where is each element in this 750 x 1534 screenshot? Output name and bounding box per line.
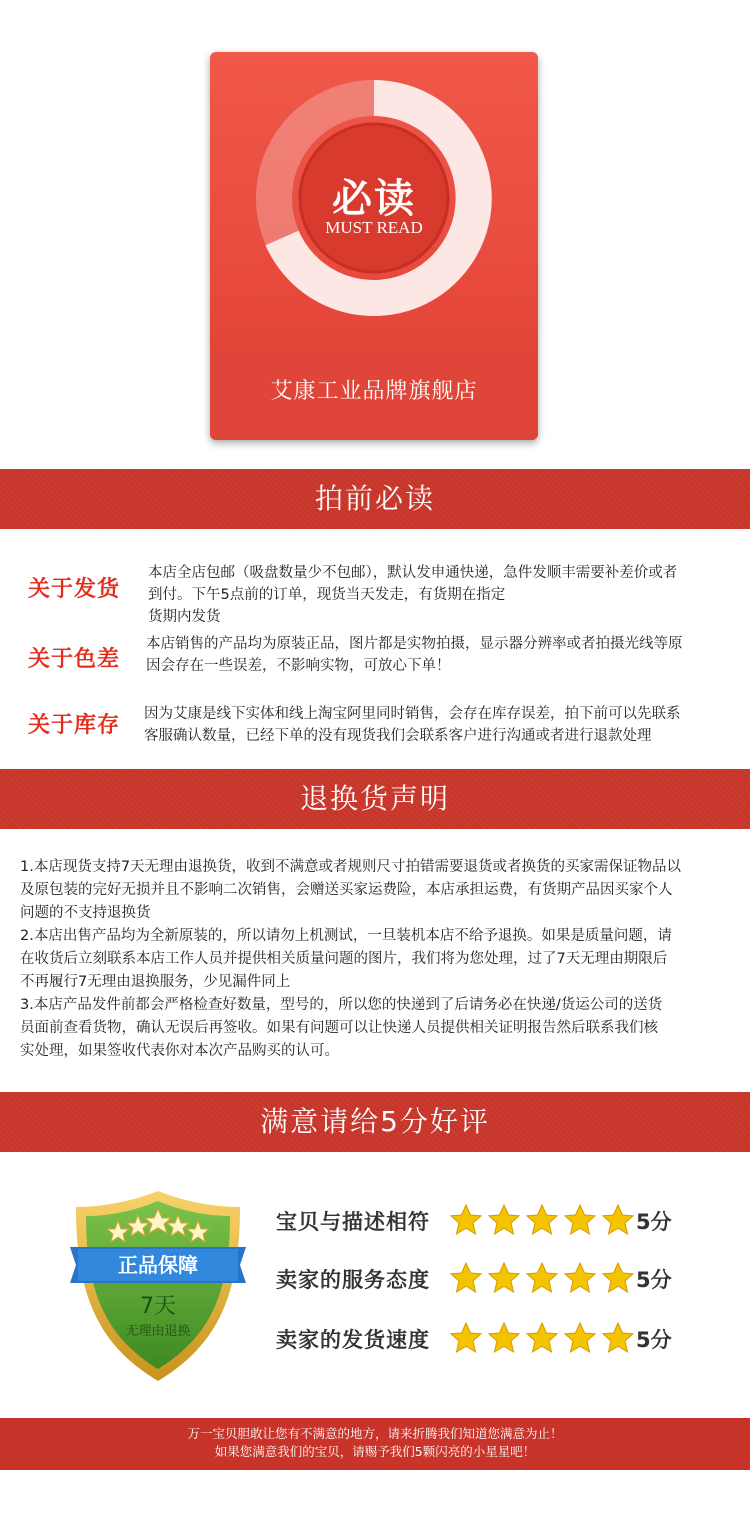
note-label-stock: 关于库存	[28, 713, 121, 738]
rating-score: 5分	[636, 1268, 672, 1292]
rating-stars	[450, 1322, 634, 1354]
note-line: 客服确认数量，已经下单的没有现货我们会联系客户进行沟通或者进行退款处理	[144, 728, 652, 744]
policy-line: 在收货后立刻联系本店工作人员并提供相关质量问题的图片，我们将为您处理，过了7天无理由期限后	[20, 951, 668, 967]
must-read-title: 必读	[332, 176, 416, 222]
must-read-subtitle: MUST READ	[325, 218, 423, 237]
star-icon	[488, 1204, 520, 1236]
note-line: 到付。下午5点前的订单，现货当天发走，有货期在指定	[148, 587, 506, 603]
note-line: 本店全店包邮（吸盘数量少不包邮），默认发申通快递，急件发顺丰需要补差价或者	[148, 565, 678, 581]
note-text-shipping	[148, 562, 748, 628]
rating-label: 卖家的服务态度	[276, 1268, 430, 1292]
star-icon	[526, 1204, 558, 1236]
footer-note	[0, 1418, 750, 1470]
policy-line: 2.本店出售产品均为全新原装的，所以请勿上机测试，一旦装机本店不给予退换。如果是质量问题，请	[20, 928, 672, 944]
star-icon	[564, 1322, 596, 1354]
star-icon	[564, 1262, 596, 1294]
genuine-guarantee-shield-icon	[68, 1185, 248, 1385]
star-icon	[602, 1262, 634, 1294]
star-icon	[488, 1322, 520, 1354]
shield-desc-text: 无理由退换	[125, 1324, 191, 1339]
rating-stars	[450, 1204, 634, 1236]
rating-label: 宝贝与描述相符	[276, 1210, 430, 1234]
star-icon	[602, 1204, 634, 1236]
policy-line: 及原包装的完好无损并且不影响二次销售，会赠送买家运费险，本店承担运费，有货期产品因买家个人	[20, 882, 673, 898]
shield-ribbon-text: 正品保障	[118, 1253, 198, 1277]
store-name: 艾康工业品牌旗舰店	[270, 379, 478, 404]
star-icon	[450, 1204, 482, 1236]
note-text-stock	[144, 703, 744, 747]
star-icon	[526, 1322, 558, 1354]
policy-line: 问题的不支持退换货	[20, 905, 151, 921]
policy-line: 不再履行7无理由退换服务，少见漏件同上	[20, 974, 291, 990]
note-label-shipping: 关于发货	[28, 577, 121, 602]
note-line: 因为艾康是线下实体和线上淘宝阿里同时销售，会存在库存误差，拍下前可以先联系	[144, 706, 681, 722]
policy-line: 实处理，如果签收代表你对本次产品购买的认可。	[20, 1043, 339, 1059]
star-icon	[488, 1262, 520, 1294]
note-line: 因会存在一些误差，不影响实物，可放心下单！	[146, 658, 451, 674]
rating-label: 卖家的发货速度	[276, 1328, 430, 1352]
policy-line: 1.本店现货支持7天无理由退换货，收到不满意或者规则尺寸拍错需要退货或者换货的买家需保证物品以	[20, 859, 682, 875]
rating-row	[276, 1206, 430, 1236]
rating-stars	[450, 1262, 634, 1294]
footer-line: 万一宝贝胆敢让您有不满意的地方，请来折腾我们知道您满意为止！	[187, 1426, 563, 1441]
note-label-color: 关于色差	[28, 647, 121, 672]
star-icon	[564, 1204, 596, 1236]
rating-score: 5分	[636, 1328, 672, 1352]
note-line: 本店销售的产品均为原装正品，图片都是实物拍摄，显示器分辨率或者拍摄光线等原	[146, 636, 683, 652]
star-icon	[450, 1262, 482, 1294]
shield-days-text: 7天	[140, 1294, 176, 1319]
rating-row	[276, 1264, 430, 1294]
star-icon	[602, 1322, 634, 1354]
rating-score: 5分	[636, 1210, 672, 1234]
policy-line: 3.本店产品发件前都会严格检查好数量，型号的，所以您的快递到了后请务必在快递/货运公司的送货	[20, 997, 663, 1013]
rating-row	[276, 1324, 430, 1354]
must-read-card	[210, 52, 538, 440]
banner-rating: 满意请给5分好评	[0, 1092, 750, 1152]
policy-line: 员面前查看货物，确认无误后再签收。如果有问题可以让快递人员提供相关证明报告然后联系我们核	[20, 1020, 658, 1036]
star-icon	[526, 1262, 558, 1294]
note-line: 货期内发货	[148, 609, 221, 625]
return-policy-text	[20, 856, 740, 1063]
banner-returns: 退换货声明	[0, 769, 750, 829]
note-text-color	[146, 633, 746, 677]
footer-line: 如果您满意我们的宝贝，请赐予我们5颗闪亮的小星星吧！	[214, 1444, 536, 1459]
star-icon	[450, 1322, 482, 1354]
banner-before-buy: 拍前必读	[0, 469, 750, 529]
